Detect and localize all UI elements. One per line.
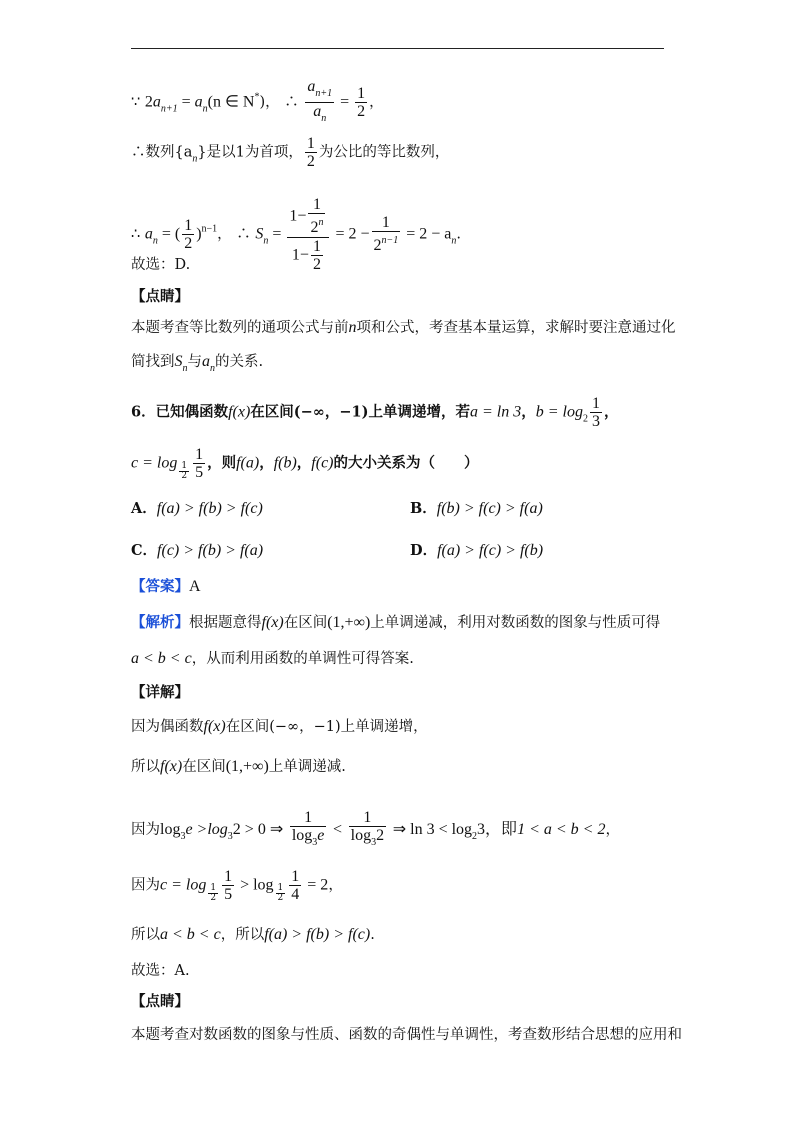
- fraction-sn: 1− $\frac{1}{2^n}$ 1− $\frac{1}{2}$: [287, 196, 329, 273]
- sol-last-line: 本题考查对数函数的图象与性质、函数的奇偶性与单调性，考查数形结合思想的应用和: [131, 1027, 682, 1043]
- sol-dianjing: 【点睛】: [131, 993, 189, 1010]
- prev-dianjing: 【点睛】: [131, 288, 189, 305]
- fraction: $\frac{1}{\log_3e}$: [291, 809, 325, 848]
- prev-answer: 故选：D.: [131, 257, 191, 273]
- detail-tag: 【详解】: [131, 684, 189, 701]
- detail-line-2: 所以f(x)在区间(1,+∞)上单调递减.: [131, 758, 346, 775]
- fraction: $\frac{1}{3}$: [591, 395, 600, 430]
- q6-line-1: 6．已知偶函数f(x)在区间(−∞，−1)上单调递增，若a = ln 3，$b = \log_2$ $\frac{1}{3}$ ，: [131, 395, 619, 430]
- log-base-half: $\frac{1}{2}$: [210, 882, 217, 903]
- detail-line-4: 因为c = log $\frac{1}{2}$ $\frac{1}{5}$ > log $\frac{1}{2}$ $\frac{1}{4}$ = 2，: [131, 868, 343, 903]
- detail-line-3: 因为$\log_3e >\log_32 > 0$ ⇒ $\frac{1}{\log_3e}$ < $\frac{1}{\log_32}$ ⇒ $\ln 3 < \log_23$，即1 < a < b < 2，: [131, 809, 620, 851]
- prev-comment-1: 本题考查等比数列的通项公式与前n项和公式，考查基本量运算，求解时要注意通过化: [131, 319, 676, 336]
- fraction: $\frac{1}{2}$: [357, 85, 366, 120]
- option-d[interactable]: D．f(a) > f(c) > f(b): [410, 542, 544, 559]
- fraction: $\frac{1}{5}$: [224, 868, 233, 903]
- analysis-line-1: 【解析】根据题意得f(x)在区间(1,+∞)上单调递减，利用对数函数的图象与性质可得: [131, 614, 661, 631]
- fraction: $\frac{1}{\log_32}$: [350, 809, 385, 848]
- prev-line-1: ∵ $2a_{n+1} = a_n(n$ ∈ N*)， ∴ $\frac{a_{n+1}}{a_n}$ = $\frac{1}{2}$ ，: [131, 78, 384, 127]
- fraction: $\frac{1}{2}$: [184, 217, 193, 252]
- prev-comment-2: 简找到$S_n$与$a_n$的关系.: [131, 353, 264, 374]
- prev-line-3: ∴ $a_n$ = ( $\frac{1}{2}$ )$^{n-1}$， ∴ $S_n$ = 1− $\frac{1}{2^n}$ 1− $\frac{1}{2}$ = 2 − $\frac{1}{2^{n-1}}$ = $2 - a_n$.: [131, 196, 462, 273]
- answer-line: 【答案】A: [131, 578, 201, 595]
- q6-line-2: c = log $\frac{1}{2}$ $\frac{1}{5}$ ，则f(a)，f(b)，f(c)的大小关系为（ ）: [131, 446, 479, 481]
- log-base-half: $\frac{1}{2}$: [181, 460, 188, 481]
- option-b[interactable]: B．f(b) > f(c) > f(a): [410, 500, 543, 517]
- detail-line-1: 因为偶函数f(x)在区间(−∞，−1)上单调递增，: [131, 718, 428, 735]
- header-rule: [131, 48, 664, 49]
- option-a[interactable]: A．f(a) > f(b) > f(c): [131, 500, 263, 517]
- fraction: $\frac{1}{2^{n-1}}$: [373, 214, 399, 254]
- detail-line-5: 所以a < b < c，所以f(a) > f(b) > f(c).: [131, 926, 375, 943]
- fraction: $\frac{1}{2}$: [306, 135, 315, 170]
- option-c[interactable]: C．f(c) > f(b) > f(a): [131, 542, 264, 559]
- log-base-half: $\frac{1}{2}$: [277, 882, 284, 903]
- analysis-line-2: a < b < c，从而利用函数的单调性可得答案.: [131, 650, 414, 667]
- fraction: $\frac{1}{4}$: [291, 868, 300, 903]
- fraction: $\frac{a_{n+1}}{a_n}$: [307, 78, 333, 124]
- prev-line-2: ∴数列$\{a_n\}$是以1为首项， $\frac{1}{2}$ 为公比的等比数列，: [131, 135, 450, 170]
- final-answer: 故选：A.: [131, 963, 190, 979]
- fraction: $\frac{1}{5}$: [195, 446, 204, 481]
